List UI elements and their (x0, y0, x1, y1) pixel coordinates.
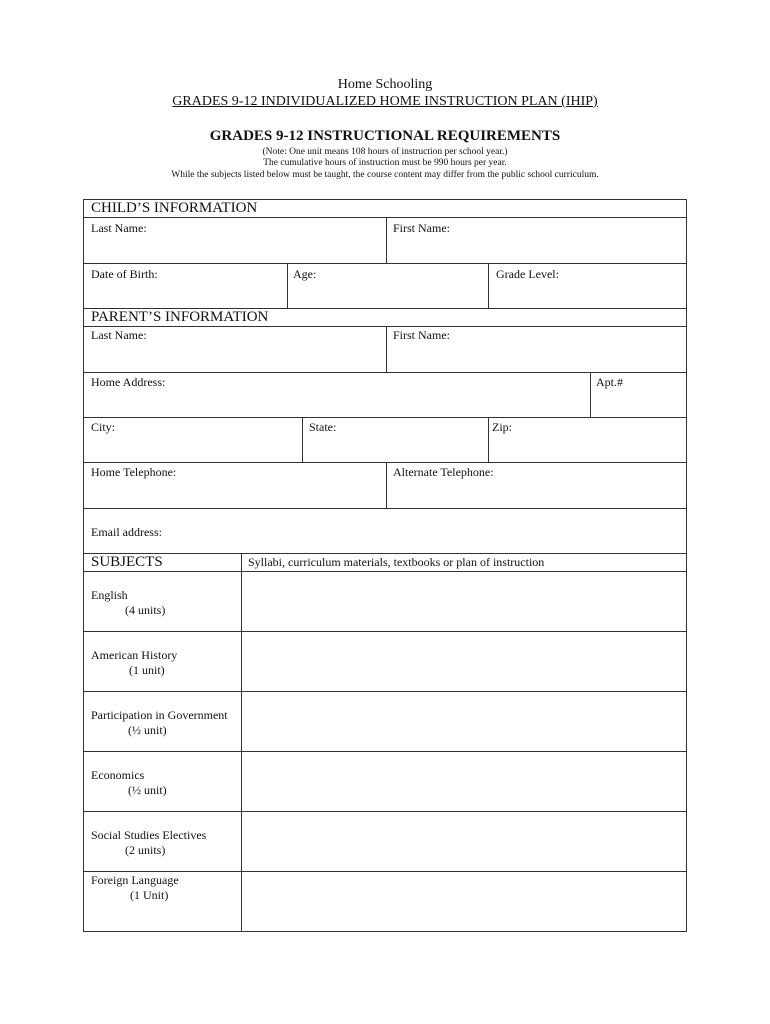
home-address-field[interactable] (84, 373, 590, 417)
government-syllabus-field[interactable] (242, 692, 686, 751)
subject-american-history (91, 648, 177, 678)
child-last-name-field[interactable] (84, 218, 386, 263)
child-dob-label: Date of Birth: (91, 267, 158, 281)
child-first-name-label: First Name: (393, 221, 450, 235)
home-telephone-label: Home Telephone: (91, 465, 177, 479)
subject-name: Social Studies Electives (91, 828, 207, 842)
note-cumulative-hours: The cumulative hours of instruction must be 990 hours per year. (263, 158, 507, 168)
child-info-heading: CHILD’S INFORMATION (91, 200, 258, 216)
parent-first-name-field[interactable] (387, 327, 686, 372)
subject-units: (½ unit) (128, 783, 167, 797)
subject-units: (1 unit) (129, 663, 165, 677)
state-field[interactable] (303, 418, 488, 462)
subject-name: Foreign Language (91, 873, 179, 887)
child-first-name-field[interactable] (387, 218, 686, 263)
zip-field[interactable] (489, 418, 686, 462)
economics-syllabus-field[interactable] (242, 752, 686, 811)
note-unit-definition: (Note: One unit means 108 hours of instruction per school year.) (262, 147, 508, 157)
parent-last-name-label: Last Name: (91, 328, 147, 342)
parent-first-name-label: First Name: (393, 328, 450, 342)
subject-participation-in-government (91, 708, 228, 738)
divider (84, 553, 686, 554)
subject-name: American History (91, 648, 178, 662)
english-syllabus-field[interactable] (242, 572, 686, 631)
note-course-content: While the subjects listed below must be taught, the course content may differ from the public school curriculum. (171, 170, 599, 180)
subject-name: English (91, 588, 128, 602)
american-history-syllabus-field[interactable] (242, 632, 686, 691)
subject-economics (91, 768, 167, 798)
apt-field[interactable] (591, 373, 686, 417)
child-last-name-label: Last Name: (91, 221, 147, 235)
subject-name: Economics (91, 768, 145, 782)
subject-name: Participation in Government (91, 708, 228, 722)
alternate-telephone-label: Alternate Telephone: (393, 465, 494, 479)
parent-info-heading: PARENT’S INFORMATION (91, 309, 269, 325)
subject-units: (2 units) (125, 843, 166, 857)
home-telephone-field[interactable] (84, 463, 386, 508)
zip-label: Zip: (492, 420, 512, 434)
subject-foreign-language (91, 873, 179, 903)
email-field[interactable] (84, 509, 686, 553)
subject-social-studies-electives (91, 828, 206, 858)
city-label: City: (91, 420, 116, 434)
child-dob-field[interactable] (84, 264, 287, 308)
requirements-title: GRADES 9-12 INSTRUCTIONAL REQUIREMENTS (209, 128, 561, 144)
subject-units: (4 units) (125, 603, 166, 617)
child-grade-label: Grade Level: (496, 267, 559, 281)
ihip-form (83, 199, 687, 932)
email-label: Email address: (91, 525, 162, 539)
apt-label: Apt.# (596, 375, 623, 389)
alternate-telephone-field[interactable] (387, 463, 686, 508)
foreign-language-syllabus-field[interactable] (242, 872, 686, 931)
doc-title: Home Schooling (337, 77, 433, 92)
city-field[interactable] (84, 418, 302, 462)
subject-units: (1 Unit) (130, 888, 169, 902)
syllabi-heading: Syllabi, curriculum materials, textbooks or plan of instruction (248, 555, 545, 569)
parent-last-name-field[interactable] (84, 327, 386, 372)
child-grade-field[interactable] (489, 264, 686, 308)
home-address-label: Home Address: (91, 375, 166, 389)
social-studies-syllabus-field[interactable] (242, 812, 686, 871)
subject-units: (½ unit) (128, 723, 167, 737)
child-age-label: Age: (293, 267, 317, 281)
child-age-field[interactable] (288, 264, 488, 308)
plan-title: GRADES 9-12 INDIVIDUALIZED HOME INSTRUCTION PLAN (IHIP) (172, 94, 598, 109)
state-label: State: (309, 420, 337, 434)
subject-english (91, 588, 165, 618)
subjects-heading: SUBJECTS (91, 554, 163, 570)
